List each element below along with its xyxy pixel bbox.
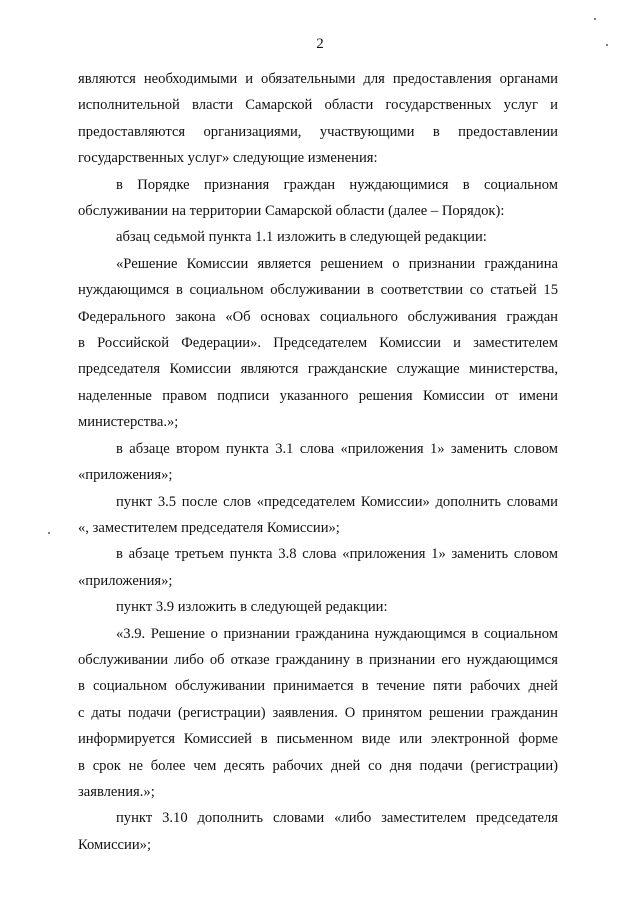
scan-speck: [48, 532, 50, 534]
text-line: нуждающимся в социальном обслуживании в соответствии со статьей 15: [78, 282, 558, 299]
text-line: в абзаце третьем пункта 3.8 слова «приложения 1» заменить словом: [116, 546, 558, 563]
paragraph: [78, 224, 558, 250]
text-line: Федерального закона «Об основах социального обслуживания граждан: [78, 308, 558, 325]
text-line: с даты подачи (регистрации) заявления. О принятом решении гражданин: [78, 704, 558, 721]
text-line: «3.9. Решение о признании гражданина нуждающимся в социальном: [116, 625, 558, 642]
text-line: абзац седьмой пункта 1.1 изложить в следующей редакции:: [116, 229, 487, 246]
text-line: в срок не более чем десять рабочих дней со дня подачи (регистрации): [78, 757, 558, 774]
document-body: [78, 66, 558, 858]
text-line: «приложения»;: [78, 467, 173, 484]
paragraph: [78, 251, 558, 436]
scan-speck: [606, 44, 608, 46]
text-line: в Порядке признания граждан нуждающимися в социальном: [116, 176, 558, 193]
paragraph: [78, 621, 558, 806]
text-line: обслуживании либо об отказе гражданину в признании его нуждающимся: [78, 651, 558, 668]
text-line: пункт 3.10 дополнить словами «либо заместителем председателя: [116, 810, 558, 827]
text-line: пункт 3.9 изложить в следующей редакции:: [116, 599, 388, 616]
paragraph: [78, 66, 558, 172]
text-line: обслуживании на территории Самарской области (далее – Порядок):: [78, 203, 505, 220]
text-line: «приложения»;: [78, 572, 173, 589]
text-line: исполнительной власти Самарской области государственных услуг и: [78, 97, 558, 114]
paragraph: [78, 172, 558, 225]
text-line: «Решение Комиссии является решением о признании гражданина: [116, 255, 558, 272]
page-number: 2: [316, 36, 324, 52]
text-line: в социальном обслуживании принимается в течение пяти рабочих дней: [78, 678, 558, 695]
text-line: Комиссии»;: [78, 836, 151, 853]
text-line: пункт 3.5 после слов «председателем Комиссии» дополнить словами: [116, 493, 558, 510]
scan-speck: [594, 18, 596, 20]
text-line: министерства.»;: [78, 414, 179, 431]
text-line: в Российской Федерации». Председателем Комиссии и заместителем: [78, 335, 558, 352]
paragraph: [78, 805, 558, 858]
text-line: председателя Комиссии являются гражданские служащие министерства,: [78, 361, 558, 378]
text-line: являются необходимыми и обязательными для предоставления органами: [78, 71, 558, 87]
text-line: предоставляются организациями, участвующими в предоставлении: [78, 123, 558, 140]
text-line: информируется Комиссией в письменном виде или электронной форме: [78, 731, 558, 748]
paragraph: [78, 436, 558, 489]
text-line: государственных услуг» следующие изменения:: [78, 150, 378, 167]
text-line: заявления.»;: [78, 783, 155, 800]
text-line: наделенные правом подписи указанного решения Комиссии от имени: [78, 387, 558, 404]
paragraph: [78, 489, 558, 542]
paragraph: [78, 594, 558, 620]
text-line: в абзаце втором пункта 3.1 слова «приложения 1» заменить словом: [116, 440, 558, 457]
text-line: «, заместителем председателя Комиссии»;: [78, 519, 340, 536]
paragraph: [78, 541, 558, 594]
